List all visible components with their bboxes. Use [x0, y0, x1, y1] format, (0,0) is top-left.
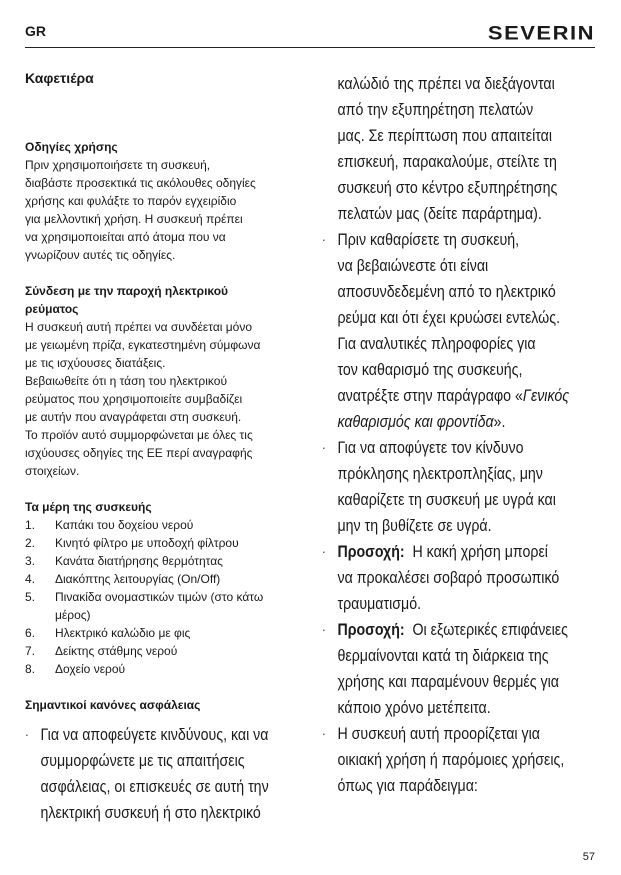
bullet-icon: ·	[322, 726, 326, 741]
language-code: GR	[25, 23, 46, 39]
safety-bullet-shock: · Για να αποφύγετε τον κίνδυνο πρόκλησης ηλεκτροπληξίας, μην καθαρίζετε τη συσκευή με υγρά και μην τη βυθίζετε σε υγρά.	[322, 435, 606, 539]
brand-logo: SEVERIN	[487, 22, 595, 44]
bullet-icon: ·	[322, 544, 326, 559]
cross-reference: Γενικός	[522, 387, 570, 405]
connection-heading: Σύνδεση με την παροχή ηλεκτρικού ρεύματος	[25, 284, 229, 316]
instructions-text: Πριν χρησιμοποιήσετε τη συσκευή, διαβάστε προσεκτικά τις ακόλουθες οδηγίες χρήσης και φυλάξτε το παρόν εγχειρίδιο για μελλοντική χρήση. Η συσκευή πρέπει να χρησιμοποιείται από άτομα που να γνωρίζουν αυτές τις οδηγίες.	[25, 158, 256, 262]
list-item: 3. Κανάτα διατήρησης θερμότητας	[25, 554, 223, 568]
document-title: Καφετιέρα	[25, 70, 94, 86]
list-item: 7. Δείκτης στάθμης νερού	[25, 644, 178, 658]
safety-bullet-caution-hot: · Προσοχή: Οι εξωτερικές επιφάνειες θερμαίνονται κατά τη διάρκεια της χρήσης και παραμένουν θερμές για κάποιο χρόνο μετέπειτα.	[322, 617, 606, 721]
list-item: 8. Δοχείο νερού	[25, 662, 126, 676]
safety-heading: Σημαντικοί κανόνες ασφάλειας	[25, 698, 201, 712]
caution-label: Προσοχή:	[337, 621, 405, 639]
header-divider	[25, 47, 595, 48]
right-column	[322, 71, 612, 799]
left-column	[25, 70, 310, 826]
parts-list	[25, 516, 310, 678]
bullet-icon: ·	[322, 622, 326, 637]
parts-heading: Τα μέρη της συσκευής	[25, 500, 152, 514]
page-number: 57	[582, 851, 595, 863]
bullet-icon: ·	[322, 440, 326, 455]
repairs-continuation: καλώδιό της πρέπει να διεξάγονται από την εξυπηρέτηση πελατών μας. Σε περίπτωση που απαιτείται επισκευή, παρακαλούμε, στείλτε τη συσκευή στο κέντρο εξυπηρέτησης πελατών μας (δείτε παράρτημα).	[337, 75, 558, 223]
safety-bullet-repairs: · Για να αποφεύγετε κινδύνους, και να συμμορφώνετε με τις απαιτήσεις ασφάλειας, οι επισκευές σε αυτή την ηλεκτρική συσκευή ή στο ηλεκτρικό	[25, 722, 300, 826]
instructions-heading: Οδηγίες χρήσης	[25, 140, 118, 154]
list-item: 4. Διακόπτης λειτουργίας (On/Off)	[25, 572, 221, 586]
list-item: 1. Καπάκι του δοχείου νερού	[25, 518, 194, 532]
list-item: 5. Πινακίδα ονομαστικών τιμών (στο κάτω μέρος)	[25, 590, 264, 622]
safety-bullet-household: · Η συσκευή αυτή προορίζεται για οικιακή χρήση ή παρόμοιες χρήσεις, όπως για παράδειγμα:	[322, 721, 606, 799]
safety-bullet-caution-misuse: · Προσοχή: Η κακή χρήση μπορεί να προκαλέσει σοβαρό προσωπικό τραυματισμό.	[322, 539, 606, 617]
bullet-icon: ·	[322, 232, 326, 247]
caution-label: Προσοχή:	[337, 543, 405, 561]
list-item: 2. Κινητό φίλτρο με υποδοχή φίλτρου	[25, 536, 239, 550]
safety-bullet-cleaning: · Πριν καθαρίσετε τη συσκευή, να βεβαιώνεστε ότι είναι αποσυνδεδεμένη από το ηλεκτρικό ρεύμα και ότι έχει κρυώσει εντελώς. Για αναλυτικές πληροφορίες για τον καθαρισμό της συσκευής, ανατρέξτε στην παράγραφο «Γενικός καθαρισμός και φροντίδα».	[322, 227, 606, 435]
connection-text: Η συσκευή αυτή πρέπει να συνδέεται μόνο με γειωμένη πρίζα, εγκατεστημένη σύμφωνα με τις ισχύουσες διατάξεις. Βεβαιωθείτε ότι η τάση του ηλεκτρικού ρεύματος που χρησιμοποιείτε συμβαδίζει με αυτήν που αναγράφεται στη συσκευή. Το προϊόν αυτό συμμορφώνεται με όλες τις ισχύουσες οδηγίες της ΕΕ περί αναγραφής στοιχείων.	[25, 320, 261, 478]
bullet-icon: ·	[25, 727, 29, 742]
list-item: 6. Ηλεκτρικό καλώδιο με φις	[25, 626, 191, 640]
